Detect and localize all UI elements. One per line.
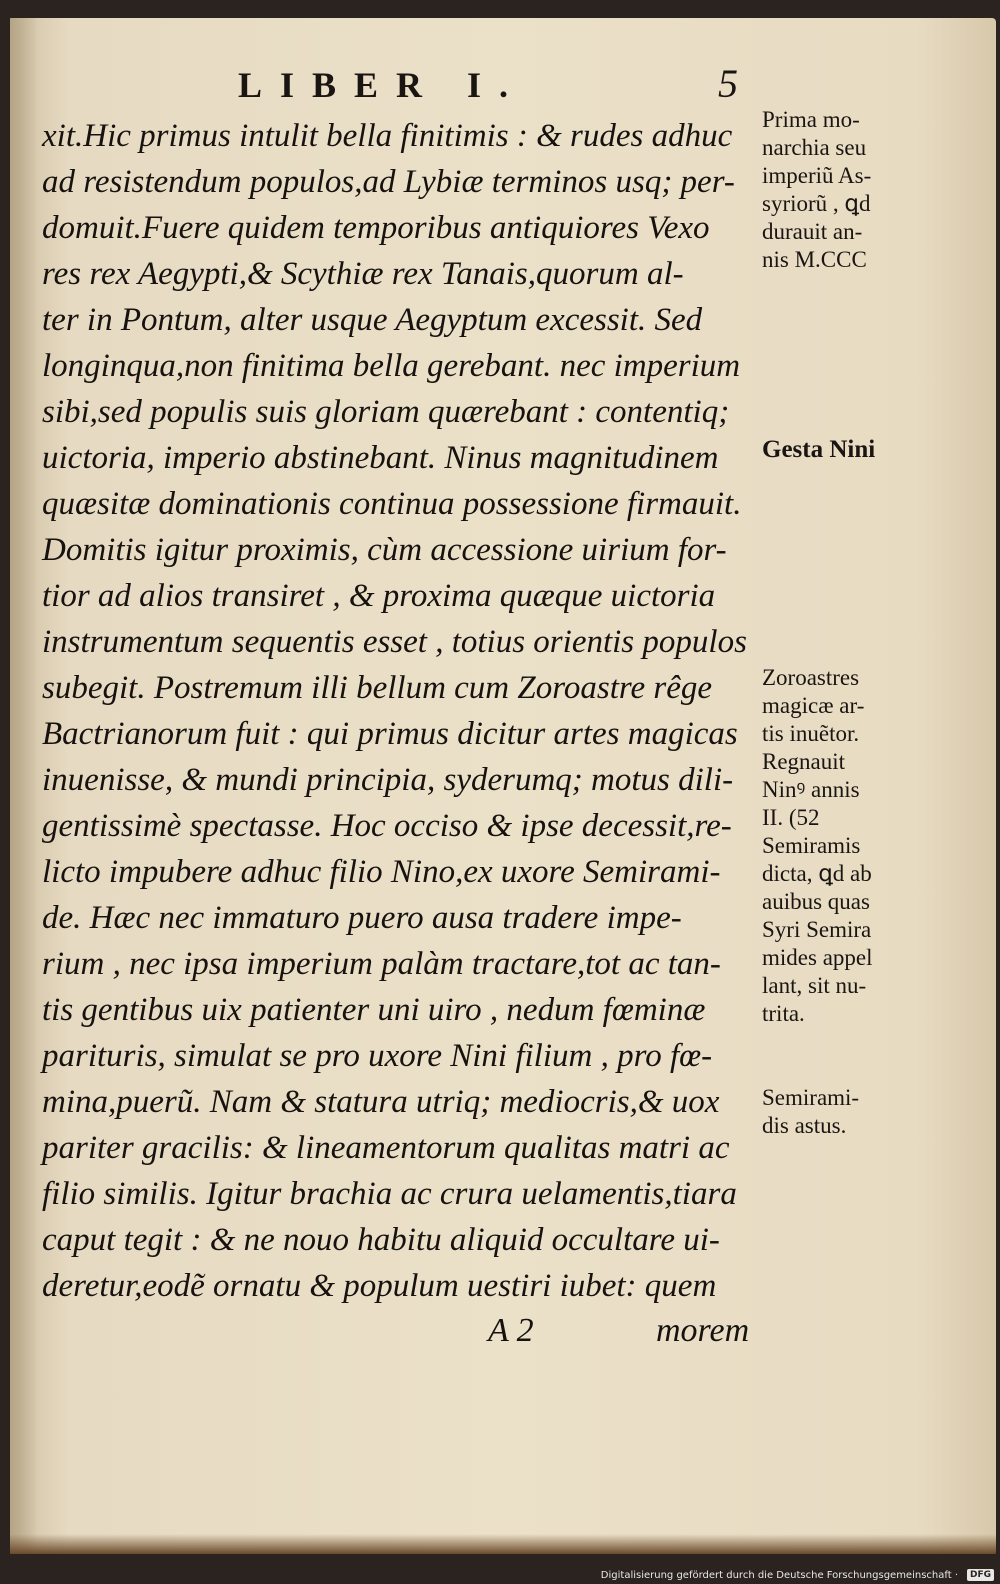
text-line: rium , nec ipsa imperium palàm tractare,tot ac tan- bbox=[42, 946, 721, 982]
margin-note-line: dis astus. bbox=[762, 1113, 847, 1138]
text-line: inuenisse, & mundi principia, syderumq; motus dili- bbox=[42, 762, 734, 798]
margin-note-line: magicæ ar- bbox=[762, 693, 865, 718]
margin-note-gesta bbox=[762, 436, 962, 464]
text-line: licto impubere adhuc filio Nino,ex uxore Semirami- bbox=[42, 854, 721, 890]
text-line: subegit. Postremum illi bellum cum Zoroastre rêge bbox=[42, 670, 713, 706]
text-line: longinqua,non finitima bella gerebant. nec imperium bbox=[42, 348, 741, 384]
text-line: xit.Hic primus intulit bella finitimis : & rudes adhuc bbox=[42, 118, 733, 154]
margin-note-line: Zoroastres bbox=[762, 665, 860, 690]
text-line: parituris, simulat se pro uxore Nini filium , pro fœ- bbox=[42, 1038, 713, 1074]
margin-note-line: mides appel bbox=[762, 945, 873, 970]
page-number: 5 bbox=[718, 61, 738, 106]
margin-note-line: dicta, ꝗd ab bbox=[762, 861, 872, 886]
margin-note-monarchia bbox=[762, 106, 962, 274]
margin-note-line: Semirami- bbox=[762, 1085, 860, 1110]
margin-note-line: tis inuẽtor. bbox=[762, 721, 860, 746]
margin-note-astus bbox=[762, 1084, 962, 1140]
margin-note-line: auibus quas bbox=[762, 889, 870, 914]
digitization-credit: Digitalisierung gefördert durch die Deutsche Forschungsgemeinschaft · bbox=[600, 1570, 958, 1581]
margin-note-line: trita. bbox=[762, 1001, 805, 1026]
margin-note-line: II. (52 bbox=[762, 805, 820, 830]
margin-note-line: syriorũ , ꝗd bbox=[762, 191, 871, 216]
catchword: morem bbox=[656, 1312, 750, 1349]
margin-note-line: Semiramis bbox=[762, 833, 861, 858]
margin-note-line: Prima mo- bbox=[762, 107, 860, 132]
text-line: ad resistendum populos,ad Lybiæ terminos usq; per- bbox=[42, 164, 735, 200]
margin-note-line: Syri Semira bbox=[762, 917, 872, 942]
text-line: sibi,sed populis suis gloriam quærebant : contentiq; bbox=[42, 394, 730, 430]
running-head: LIBER I. bbox=[238, 65, 527, 105]
signature-mark: A 2 bbox=[488, 1312, 534, 1349]
dfg-logo: DFG bbox=[967, 1569, 994, 1581]
text-line: tis gentibus uix patienter uni uiro , nedum fœminæ bbox=[42, 992, 706, 1028]
text-line: caput tegit : & ne nouo habitu aliquid occultare ui- bbox=[42, 1222, 720, 1258]
text-line: quæsitæ dominationis continua possessione firmauit. bbox=[42, 486, 742, 522]
margin-note-zoroastres bbox=[762, 664, 962, 1028]
margin-note-line: imperiũ As- bbox=[762, 163, 872, 188]
margin-note-line: lant, sit nu- bbox=[762, 973, 867, 998]
text-line: pariter gracilis: & lineamentorum qualitas matri ac bbox=[42, 1130, 730, 1166]
text-line: domuit.Fuere quidem temporibus antiquiores Vexo bbox=[42, 210, 710, 246]
margin-note-line: nis M.CCC bbox=[762, 247, 867, 272]
text-line: filio similis. Igitur brachia ac crura uelamentis,tiara bbox=[42, 1176, 737, 1212]
text-line: gentissimè spectasse. Hoc occiso & ipse decessit,re- bbox=[42, 808, 732, 844]
text-line: deretur,eodẽ ornatu & populum uestiri iubet: quem bbox=[42, 1268, 717, 1304]
text-line: Domitis igitur proximis, cùm accessione uirium for- bbox=[42, 532, 727, 568]
text-line: de. Hæc nec immaturo puero ausa tradere impe- bbox=[42, 900, 682, 936]
main-text-block bbox=[42, 113, 762, 1309]
text-line: Bactrianorum fuit : qui primus dicitur artes magicas bbox=[42, 716, 738, 752]
text-line: mina,puerũ. Nam & statura utriq; mediocris,& uox bbox=[42, 1084, 720, 1120]
margin-note-line: narchia seu bbox=[762, 135, 867, 160]
margin-note-line: Gesta Nini bbox=[762, 436, 876, 463]
text-line: res rex Aegypti,& Scythiæ rex Tanais,quorum al- bbox=[42, 256, 684, 292]
margin-note-line: Ninꝰ annis bbox=[762, 777, 860, 802]
text-line: ter in Pontum, alter usque Aegyptum excessit. Sed bbox=[42, 302, 703, 338]
text-line: instrumentum sequentis esset , totius orientis populos bbox=[42, 624, 747, 660]
text-line: tior ad alios transiret , & proxima quæque uictoria bbox=[42, 578, 716, 614]
text-line: uictoria, imperio abstinebant. Ninus magnitudinem bbox=[42, 440, 719, 476]
margin-note-line: Regnauit bbox=[762, 749, 846, 774]
margin-note-line: durauit an- bbox=[762, 219, 863, 244]
